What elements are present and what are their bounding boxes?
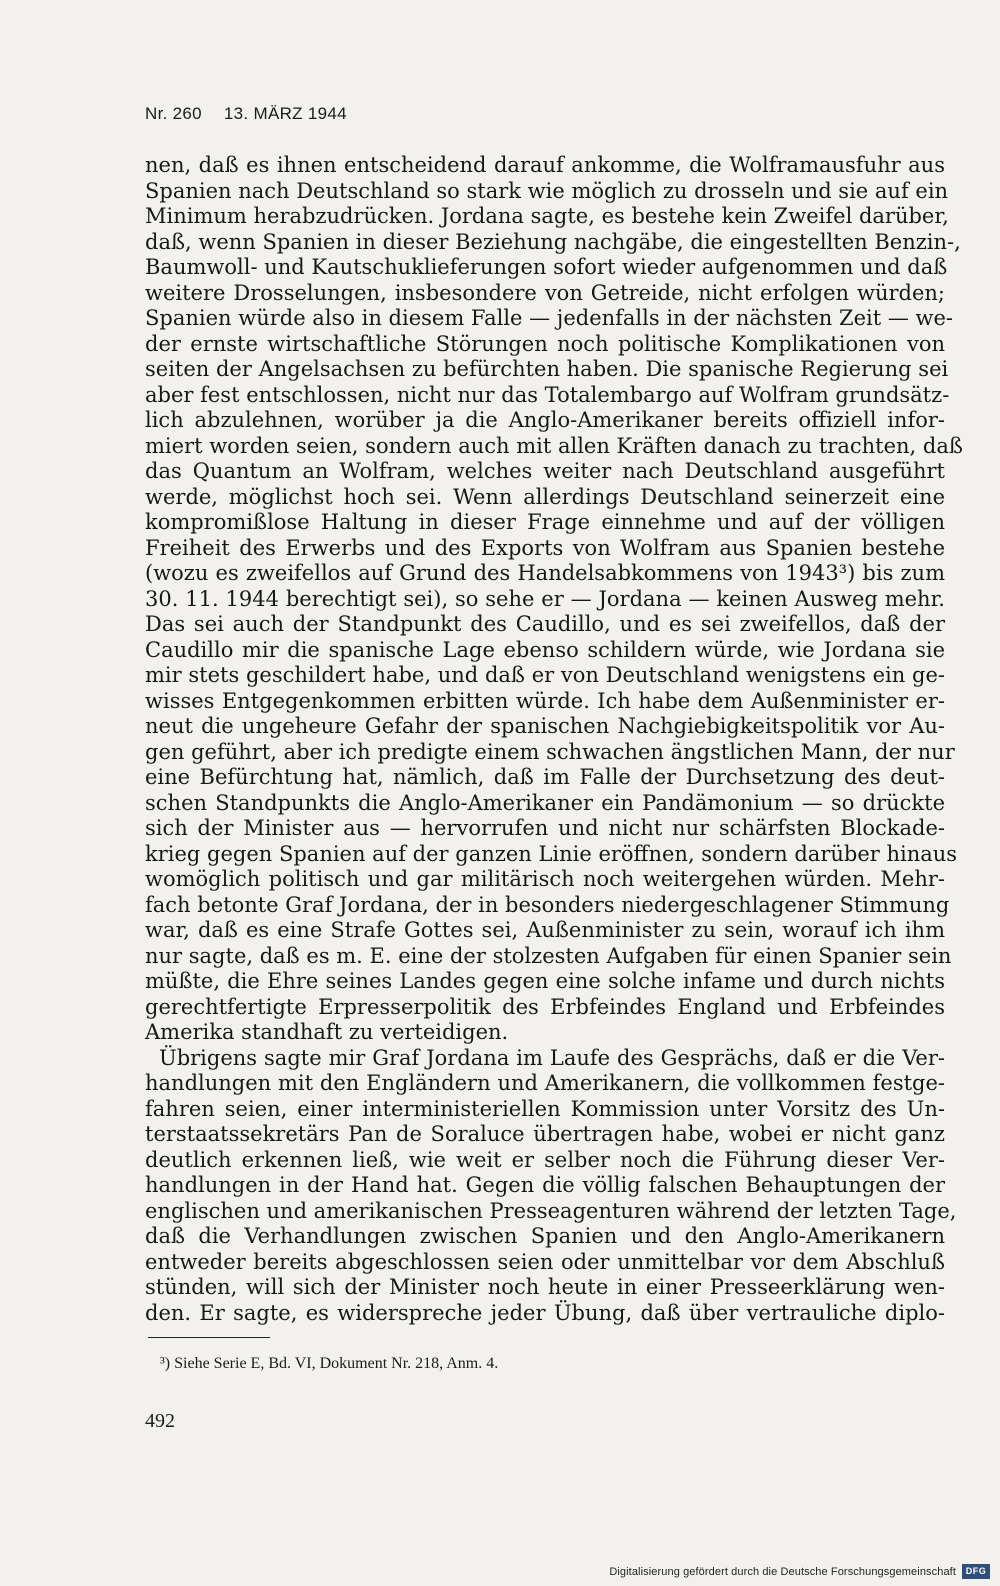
- text-line: wisses Entgegenkommen erbitten würde. Ich habe dem Außenminister er-: [145, 688, 945, 713]
- text-line: weitere Drosselungen, insbesondere von Getreide, nicht erfolgen würden;: [145, 280, 945, 305]
- text-line: entweder bereits abgeschlossen seien oder unmittelbar vor dem Abschluß: [145, 1249, 945, 1274]
- text-line: war, daß es eine Strafe Gottes sei, Außenminister zu sein, worauf ich ihm: [145, 918, 945, 942]
- text-line: stünden, will sich der Minister noch heute in einer Presseerklärung wen-: [145, 1275, 945, 1299]
- text-line: daß, wenn Spanien in dieser Beziehung nachgäbe, die eingestellten Benzin-,: [145, 229, 961, 254]
- text-line: das Quantum an Wolfram, welches weiter nach Deutschland ausgeführt: [145, 459, 945, 483]
- text-line: nen, daß es ihnen entscheidend darauf ankomme, die Wolframausfuhr aus: [145, 153, 945, 177]
- text-line: gerechtfertigte Erpresserpolitik des Erbfeindes England und Erbfeindes: [145, 994, 945, 1019]
- text-line: seiten der Angelsachsen zu befürchten haben. Die spanische Regierung sei: [145, 357, 949, 381]
- paragraph-start-line: Übrigens sagte mir Graf Jordana im Laufe des Gesprächs, daß er die Ver-: [159, 1045, 945, 1070]
- text-line: handlungen in der Hand hat. Gegen die völlig falschen Behauptungen der: [145, 1173, 945, 1197]
- text-line: fach betonte Graf Jordana, der in besonders niedergeschlagener Stimmung: [145, 892, 950, 917]
- body-text: [145, 153, 963, 1326]
- footnote-divider: [148, 1337, 270, 1338]
- text-line: Freiheit des Erwerbs und des Exports von Wolfram aus Spanien bestehe: [145, 535, 945, 560]
- footnote: ³) Siehe Serie E, Bd. VI, Dokument Nr. 218, Anm. 4.: [160, 1355, 499, 1372]
- text-line: handlungen mit den Engländern und Amerikanern, die vollkommen festge-: [145, 1071, 945, 1095]
- text-line: Das sei auch der Standpunkt des Caudillo, und es sei zweifellos, daß der: [145, 612, 945, 636]
- text-line: miert worden seien, sondern auch mit allen Kräften danach zu trachten, daß: [145, 433, 963, 458]
- text-line: deutlich erkennen ließ, wie weit er selber noch die Führung dieser Ver-: [145, 1147, 945, 1172]
- text-line: werde, möglichst hoch sei. Wenn allerdings Deutschland seinerzeit eine: [145, 484, 945, 509]
- text-line: krieg gegen Spanien auf der ganzen Linie eröffnen, sondern darüber hinaus: [145, 841, 958, 866]
- text-line: Caudillo mir die spanische Lage ebenso schildern würde, wie Jordana sie: [145, 637, 945, 662]
- text-line: Minimum herabzudrücken. Jordana sagte, es bestehe kein Zweifel darüber,: [145, 204, 949, 228]
- text-line: fahren seien, einer interministeriellen Kommission unter Vorsitz des Un-: [145, 1096, 945, 1121]
- text-line: (wozu es zweifellos auf Grund des Handelsabkommens von 1943³) bis zum: [145, 561, 945, 585]
- text-line: womöglich politisch und gar militärisch noch weitergehen würden. Mehr-: [145, 867, 945, 891]
- text-line: schen Standpunkts die Anglo-Amerikaner ein Pandämonium — so drückte: [145, 790, 945, 815]
- document-date: 13. MÄRZ 1944: [223, 104, 347, 123]
- page-number: 492: [145, 1410, 175, 1432]
- text-line: aber fest entschlossen, nicht nur das Totalembargo auf Wolfram grundsätz-: [145, 382, 950, 407]
- text-line: gen geführt, aber ich predigte einem schwachen ängstlichen Mann, der nur: [145, 739, 955, 764]
- text-line: sich der Minister aus — hervorrufen und nicht nur schärfsten Blockade-: [145, 816, 945, 840]
- text-line: mir stets geschildert habe, und daß er von Deutschland wenigstens ein ge-: [145, 663, 945, 687]
- text-line: lich abzulehnen, worüber ja die Anglo-Amerikaner bereits offiziell infor-: [145, 408, 945, 432]
- text-line: englischen und amerikanischen Presseagenturen während der letzten Tage,: [145, 1198, 957, 1223]
- text-line: neut die ungeheure Gefahr der spanischen Nachgiebigkeitspolitik vor Au-: [145, 714, 945, 738]
- dfg-logo: DFG: [962, 1564, 990, 1579]
- text-line: Baumwoll- und Kautschuklieferungen sofort wieder aufgenommen und daß: [145, 255, 948, 279]
- text-line: 30. 11. 1944 berechtigt sei), so sehe er — Jordana — keinen Ausweg mehr.: [145, 586, 945, 611]
- text-line: daß die Verhandlungen zwischen Spanien und den Anglo-Amerikanern: [145, 1224, 945, 1248]
- running-head: [145, 104, 347, 124]
- text-line: Spanien würde also in diesem Falle — jedenfalls in der nächsten Zeit — we-: [145, 306, 954, 330]
- digitization-credit: Digitalisierung gefördert durch die Deutsche Forschungsgemeinschaft: [609, 1566, 956, 1578]
- paragraph-end-line: Amerika standhaft zu verteidigen.: [145, 1020, 509, 1044]
- text-line: der ernste wirtschaftliche Störungen noch politische Komplikationen von: [145, 331, 945, 356]
- text-line: den. Er sagte, es widerspreche jeder Übung, daß über vertrauliche diplo-: [145, 1300, 945, 1325]
- text-line: eine Befürchtung hat, nämlich, daß im Falle der Durchsetzung des deut-: [145, 765, 945, 789]
- text-line: kompromißlose Haltung in dieser Frage einnehme und auf der völligen: [145, 510, 945, 534]
- text-line: Spanien nach Deutschland so stark wie möglich zu drosseln und sie auf ein: [145, 178, 949, 203]
- text-line: terstaatssekretärs Pan de Soraluce übertragen habe, wobei er nicht ganz: [145, 1122, 945, 1146]
- document-number: Nr. 260: [145, 104, 202, 123]
- text-line: nur sagte, daß es m. E. eine der stolzesten Aufgaben für einen Spanier sein: [145, 943, 952, 968]
- text-line: müßte, die Ehre seines Landes gegen eine solche infame und durch nichts: [145, 969, 945, 993]
